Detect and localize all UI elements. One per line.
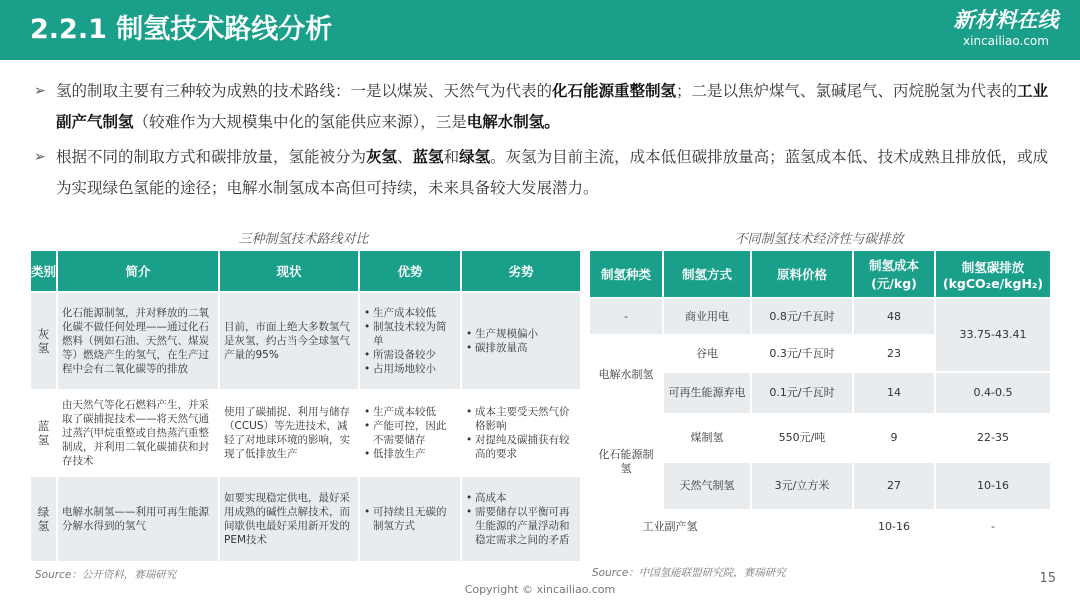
economics-table [588,249,1052,545]
cell-method: 商业用电 [664,299,750,334]
table1-source: Source：公开资料，赛瑞研究 [35,569,177,581]
column-header: 简介 [58,251,218,291]
cell-type: 电解水制氢 [590,336,662,413]
table-header-row [31,251,580,291]
cell-cost: 48 [854,299,934,334]
cell-emission: 22-35 [936,415,1050,461]
logo-domain: xincailiao.com [963,34,1049,48]
row-status: 如要实现稳定供电，最好采用成熟的碱性点解技术，而间歇供电最好采用新开发的PEM技术 [220,477,358,561]
cell-price: 3元/立方米 [752,463,852,509]
row-status: 目前，市面上绝大多数氢气是灰氢，约占当今全球氢气产量的95% [220,293,358,389]
arrow-bullet-icon: ➢ [34,83,46,99]
table2-caption: 不同制氢技术经济性与碳排放 [734,232,904,247]
table-row [31,477,580,561]
bullet-item: ➢ 氢的制取主要有三种较为成熟的技术路线：一是以煤炭、天然气为代表的化石能源重整制氢；二是以焦炉煤气、氯碱尾气、丙烷脱氢为代表的工业副产气制氢（较难作为大规模集中化的氢能供应来源），三是电解水制氢。 [34,76,1054,138]
cell-cost: 14 [854,373,934,413]
cell-emission: - [936,511,1050,543]
bullet-list [34,76,1054,208]
row-intro: 电解水制氢——利用可再生能源分解水得到的氢气 [58,477,218,561]
table-row [31,293,580,389]
cell-type: - [590,299,662,334]
cell-method: 谷电 [664,336,750,371]
row-cons: • 高成本 • 需要储存以平衡可再生能源的产量浮动和稳定需求之间的矛盾 [462,477,580,561]
cell-method: 可再生能源弃电 [664,373,750,413]
header-bar [0,0,1080,60]
row-pros: • 生产成本较低 • 制氢技术较为简单 • 所需设备较少 • 占用场地较小 [360,293,460,389]
table-header-row [590,251,1050,297]
page-number: 15 [1039,571,1056,586]
cell-price: 0.3元/千瓦时 [752,336,852,371]
column-header: 制氢成本 (元/kg) [854,251,934,297]
arrow-bullet-icon: ➢ [34,149,46,165]
row-type: 绿氢 [31,477,56,561]
cell-method: 工业副产氢 [590,511,750,543]
bullet-item: ➢ 根据不同的制取方式和碳排放量，氢能被分为灰氢、蓝氢和绿氢。灰氢为目前主流，成本低但碳排放量高；蓝氢成本低、技术成熟且排放低，或成为实现绿色氢能的途径；电解水制氢成本高但可持续，未来具备较大发展潜力。 [34,142,1054,204]
cell-emission: 10-16 [936,463,1050,509]
table-row [31,391,580,475]
cell-method: 煤制氢 [664,415,750,461]
row-cons: • 生产规模偏小 • 碳排放量高 [462,293,580,389]
column-header: 优势 [360,251,460,291]
cell-emission: 33.75-43.41 [936,299,1050,371]
cell-price: 0.1元/千瓦时 [752,373,852,413]
column-header: 制氢方式 [664,251,750,297]
cell-cost: 23 [854,336,934,371]
row-type: 蓝氢 [31,391,56,475]
column-header: 劣势 [462,251,580,291]
column-header: 制氢碳排放 (kgCO₂e/kgH₂) [936,251,1050,297]
copyright: Copyright © xincailiao.com [464,583,616,596]
cell-cost: 27 [854,463,934,509]
cell-type: 化石能源制氢 [590,415,662,509]
cell-method: 天然气制氢 [664,463,750,509]
cell-emission: 0.4-0.5 [936,373,1050,413]
row-pros: • 生产成本较低 • 产能可控，因此不需要储存 • 低排放生产 [360,391,460,475]
brand-logo [946,6,1066,54]
cell-price: 550元/吨 [752,415,852,461]
table-row [590,415,1050,461]
column-header: 制氢种类 [590,251,662,297]
table-row [590,299,1050,334]
row-status: 使用了碳捕捉、利用与储存（CCUS）等先进技术，减轻了对地球环境的影响，实现了低排放生产 [220,391,358,475]
cell-price: 0.8元/千瓦时 [752,299,852,334]
column-header: 类别 [31,251,56,291]
table2-source: Source：中国氢能联盟研究院，赛瑞研究 [592,567,786,579]
logo-text: 新材料在线 [953,8,1059,32]
comparison-table [29,249,582,563]
cell-cost: 9 [854,415,934,461]
row-intro: 由天然气等化石燃料产生，并采取了碳捕捉技术——将天然气通过蒸汽甲烷重整或自热蒸汽重整制成，并利用二氧化碳捕获和封存技术 [58,391,218,475]
column-header: 原料价格 [752,251,852,297]
page-title: 2.2.1 制氢技术路线分析 [30,14,333,45]
column-header: 现状 [220,251,358,291]
row-cons: • 成本主要受天然气价格影响 • 对提纯及碳捕获有较高的要求 [462,391,580,475]
row-intro: 化石能源制氢，并对释放的二氧化碳不做任何处理——通过化石燃料（例如石油、天然气、煤炭等）燃烧产生的氢气，在生产过程中会有二氧化碳等的排放 [58,293,218,389]
cell-cost: 10-16 [854,511,934,543]
table-row [590,511,1050,543]
row-type: 灰氢 [31,293,56,389]
cell-price [752,511,852,543]
table1-caption: 三种制氢技术路线对比 [238,232,369,247]
row-pros: • 可持续且无碳的制氢方式 [360,477,460,561]
